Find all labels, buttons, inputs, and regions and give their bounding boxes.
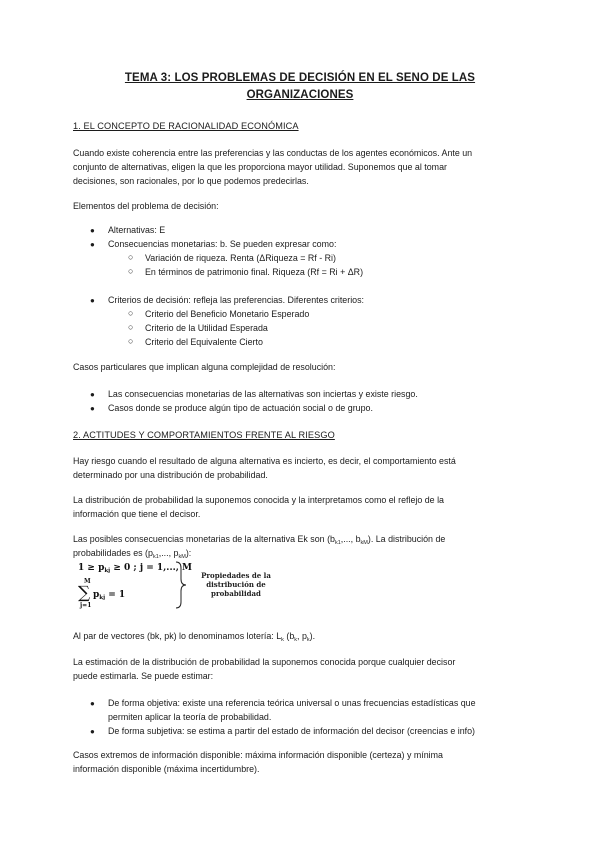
bullet-objetiva-line2: permiten aplicar la teoría de probabilidad. [108,712,272,722]
sub-bullet-circle: ○ [128,308,134,318]
bullet-dot: ● [90,404,95,413]
bullet-objetiva-line1: De forma objetiva: existe una referencia teórica universal o unas frecuencias estadísticas que [108,698,476,708]
bullet-criterios: Criterios de decisión: refleja las preferencias. Diferentes criterios: [108,295,365,305]
sub-bullet-circle: ○ [128,252,134,262]
section2-p3-line2: probabilidades es ($p_{k1}$,..., $p_{kM}$): [73,548,192,560]
section1-para1-line2: conjunto de alternativas, eligen la que les proporciona mayor utilidad. Suponemos que al tomar [73,162,447,172]
formula-sum-lower: j=1 [80,602,92,609]
brace-label: Propiedades de la distribución de probabilidad [201,571,271,598]
bullet-dot: ● [90,727,95,736]
section2-p1-line1: Hay riesgo cuando el resultado de alguna alternativa es incierto, es decir, el comportamiento está [73,456,456,466]
sub-bullet-circle: ○ [128,336,134,346]
section2-p4-line2: puede estimarla. Se puede estimar: [73,671,214,681]
bullet-dot: ● [90,226,95,235]
bullet-subjetiva: De forma subjetiva: se estima a partir del estado de información del decisor (creencias e info) [108,726,476,736]
bullet-dot: ● [90,390,95,399]
document-title-line1: TEMA 3: LOS PROBLEMAS DE DECISIÓN EN EL SENO DE LAS [124,72,476,84]
bullet-dot: ● [90,240,95,249]
loteria-line: Al par de vectores (bk, pk) lo denominamos lotería: $L_k$ ($b_k$, $p_k$). [73,631,316,643]
sub-bullet-circle: ○ [128,266,134,276]
curly-brace [174,560,188,610]
sub-bullet-circle: ○ [128,322,134,332]
sub-patrimonio: En términos de patrimonio final. Riqueza (Rf = Ri + ΔR) [145,267,364,277]
section2-p4-line1: La estimación de la distribución de probabilidad la suponemos conocida porque cualquier decisor [73,657,456,667]
section2-p5-line2: información disponible (máxima incertidumbre). [73,764,260,774]
bullet-alternativas: Alternativas: E [108,225,166,235]
formula-sum-upper: M [84,578,91,585]
section2-p2-line2: información que tiene el decisor. [73,509,201,519]
bullet-consecuencias: Consecuencias monetarias: b. Se pueden expresar como: [108,239,337,249]
sub-criterio1: Criterio del Beneficio Monetario Esperado [145,309,310,319]
section1-para1-line1: Cuando existe coherencia entre las preferencias y las conductas de los agentes económicos. Ante un [73,148,473,158]
caso2: Casos donde se produce algún tipo de actuación social o de grupo. [108,403,373,413]
sub-criterio3: Criterio del Equivalente Cierto [145,337,263,347]
caso1: Las consecuencias monetarias de las alternativas son inciertas y existe riesgo. [108,389,418,399]
section2-p3-line1: Las posibles consecuencias monetarias de la alternativa Ek son ($b_{k1}$,..., $b_{kM}$). La distribución de [73,534,446,546]
bullet-dot: ● [90,699,95,708]
section2-p1-line2: determinado por una distribución de probabilidad. [73,470,268,480]
formula-sum-symbol: ∑ [78,583,91,603]
sub-variacion: Variación de riqueza. Renta (ΔRiqueza = Rf - Ri) [145,253,336,263]
bullet-dot: ● [90,296,95,305]
elements-title: Elementos del problema de decisión: [73,201,219,211]
casos-title: Casos particulares que implican alguna complejidad de resolución: [73,362,336,372]
section1-heading: 1. EL CONCEPTO DE RACIONALIDAD ECONÓMICA [73,121,299,131]
formula-sum-term: $p_{kj} = 1$ [93,590,126,601]
sub-criterio2: Criterio de la Utilidad Esperada [145,323,268,333]
formula-probability-bounds: $1 \ge p_{kj} \ge 0$ ; j = 1,..., M [78,563,192,574]
document-title-line2: ORGANIZACIONES [246,89,354,101]
section2-p5-line1: Casos extremos de información disponible: máxima información disponible (certeza) y mínima [73,750,443,760]
section1-para1-line3: decisiones, son racionales, por lo que podemos predecirlas. [73,176,309,186]
section2-p2-line1: La distribución de probabilidad la suponemos conocida y la interpretamos como el reflejo de la [73,495,444,505]
section2-heading: 2. ACTITUDES Y COMPORTAMIENTOS FRENTE AL RIESGO [73,430,335,440]
